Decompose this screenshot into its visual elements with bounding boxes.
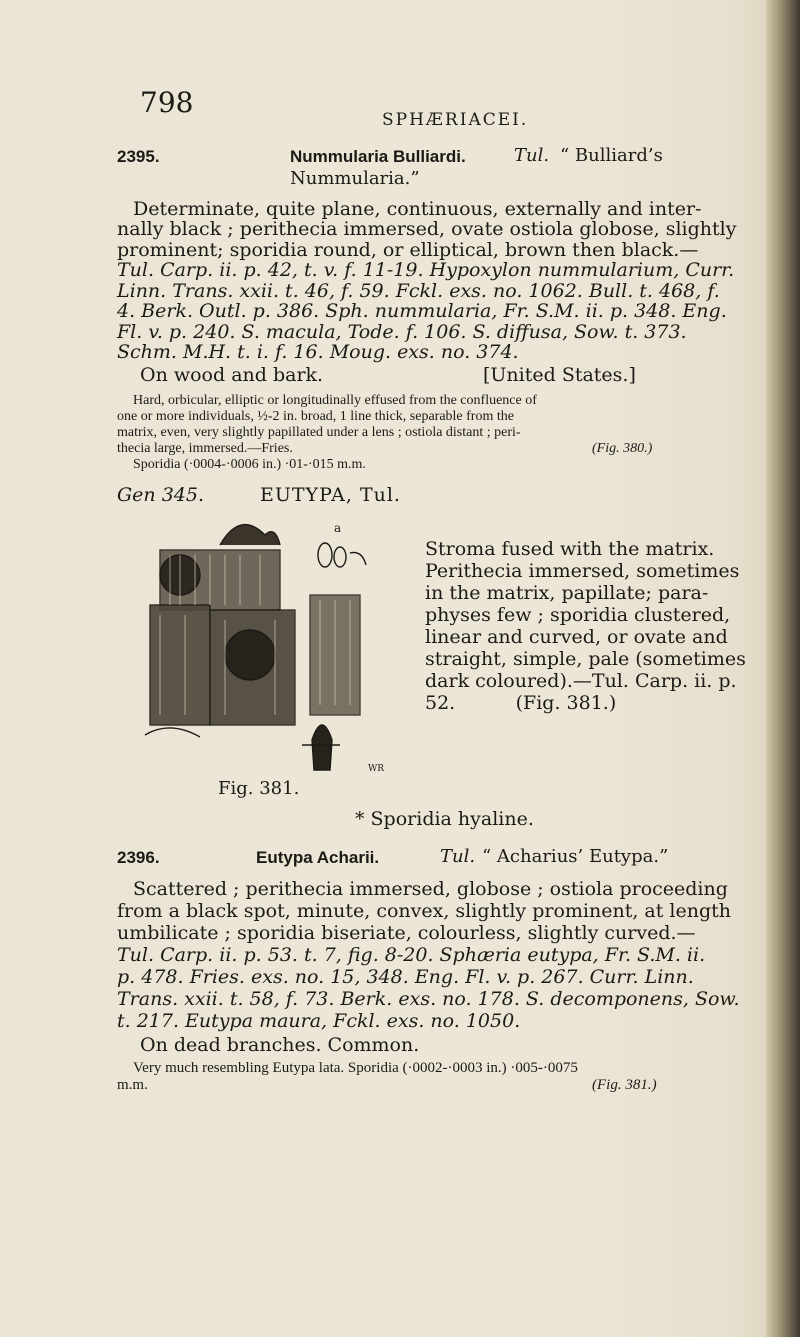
entry-2395-line-5: Linn. Trans. xxii. t. 46, f. 59. Fckl. exs. no. 1062. Bull. t. 468, f. xyxy=(117,280,720,302)
species-author-2396: Tul. xyxy=(440,846,476,867)
figure-stroma-cluster xyxy=(150,550,360,725)
species-name-2396: Eutypa Acharii. xyxy=(256,848,380,867)
entry-number-2396: 2396. xyxy=(117,848,160,867)
spore-bottom xyxy=(312,725,332,770)
note-2395-line-5: Sporidia (·0004-·0006 in.) ·01-·015 m.m. xyxy=(133,457,366,472)
genus-desc-line-1: Stroma fused with the matrix. xyxy=(425,538,715,560)
genus-desc-line-2: Perithecia immersed, sometimes xyxy=(425,560,740,582)
genus-name: EUTYPA, Tul. xyxy=(260,484,401,506)
entry-2395-line-4: Tul. Carp. ii. p. 42, t. v. f. 11-19. Hypoxylon nummularium, Curr. xyxy=(117,259,735,281)
entry-2396-line-2: from a black spot, minute, convex, slightly prominent, at length xyxy=(117,900,732,922)
entry-2396-line-7: t. 217. Eutypa maura, Fckl. exs. no. 1050. xyxy=(117,1010,521,1032)
figure-top-head xyxy=(220,525,280,545)
note-2396-line-2: m.m. xyxy=(117,1077,148,1093)
genus-desc-line-3: in the matrix, papillate; para- xyxy=(425,582,709,604)
running-head: SPHÆRIACEI. xyxy=(382,110,529,130)
page-number: 798 xyxy=(140,86,194,119)
common-name-2395-a: “ Bulliard’s xyxy=(560,145,663,166)
entry-2395-line-2: nally black ; perithecia immersed, ovate ostiola globose, slightly xyxy=(117,218,737,240)
genus-desc-line-6: straight, simple, pale (sometimes xyxy=(425,648,746,670)
genus-label: Gen 345. xyxy=(117,484,205,506)
note-2396-line-1: Very much resembling Eutypa lata. Sporidia (·0002-·0003 in.) ·005-·0075 xyxy=(133,1060,578,1076)
common-name-2395-b: Nummularia.” xyxy=(290,168,420,189)
note-2395-line-3: matrix, even, very slightly papillated under a lens ; ostiola distant ; peri- xyxy=(117,425,521,440)
figure-caption: Fig. 381. xyxy=(218,778,300,799)
figure-381-illustration xyxy=(140,505,412,775)
entry-number-2395: 2395. xyxy=(117,147,160,166)
entry-2396-line-1: Scattered ; perithecia immersed, globose ; ostiola proceeding xyxy=(133,878,728,900)
note-2395-line-4: thecia large, immersed.—Fries. xyxy=(117,441,293,456)
figure-label-wr: WR xyxy=(368,764,385,774)
entry-2395-line-8: Schm. M.H. t. i. f. 16. Moug. exs. no. 374. xyxy=(117,341,519,363)
spore-a xyxy=(318,543,332,567)
note-2396-fig: (Fig. 381.) xyxy=(592,1077,657,1093)
page-edge-shadow xyxy=(766,0,800,1337)
locality-2395: [United States.] xyxy=(483,364,636,386)
spore-c xyxy=(350,553,366,566)
entry-2396-line-4: Tul. Carp. ii. p. 53. t. 7, fig. 8-20. Sphæria eutypa, Fr. S.M. ii. xyxy=(117,944,706,966)
common-name-2396: “ Acharius’ Eutypa.” xyxy=(482,846,669,867)
entry-2395-line-6: 4. Berk. Outl. p. 386. Sph. nummularia, Fr. S.M. ii. p. 348. Eng. xyxy=(117,300,727,322)
entry-2395-line-7: Fl. v. p. 240. S. macula, Tode. f. 106. S. diffusa, Sow. t. 373. xyxy=(117,321,687,343)
figure-label-a: a xyxy=(334,521,342,535)
habitat-2396: On dead branches. Common. xyxy=(140,1034,420,1056)
entry-2396-line-5: p. 478. Fries. exs. no. 15, 348. Eng. Fl. v. p. 267. Curr. Linn. xyxy=(117,966,694,988)
genus-desc-line-8: 52. (Fig. 381.) xyxy=(425,692,617,714)
species-name-2395: Nummularia Bulliardi. xyxy=(290,147,466,166)
entry-2396-line-3: umbilicate ; sporidia biseriate, colourless, slightly curved.— xyxy=(117,922,696,944)
entry-2395-line-3: prominent; sporidia round, or elliptical, brown then black.— xyxy=(117,239,699,261)
habitat-2395: On wood and bark. xyxy=(140,364,324,386)
note-2395-line-1: Hard, orbicular, elliptic or longitudinally effused from the confluence of xyxy=(133,393,537,408)
genus-desc-line-4: physes few ; sporidia clustered, xyxy=(425,604,731,626)
species-author-2395: Tul. xyxy=(514,145,550,166)
entry-2395-line-1: Determinate, quite plane, continuous, externally and inter- xyxy=(133,198,702,220)
spore-b xyxy=(334,547,346,567)
genus-desc-line-5: linear and curved, or ovate and xyxy=(425,626,728,648)
entry-2396-line-6: Trans. xxii. t. 58, f. 73. Berk. exs. no. 178. S. decomponens, Sow. xyxy=(117,988,740,1010)
note-2395-line-2: one or more individuals, ½-2 in. broad, 1 line thick, separable from the xyxy=(117,409,514,424)
figure-base-left xyxy=(145,728,200,737)
note-2395-fig: (Fig. 380.) xyxy=(592,441,653,456)
genus-desc-line-7: dark coloured).—Tul. Carp. ii. p. xyxy=(425,670,737,692)
subsection-heading: * Sporidia hyaline. xyxy=(355,808,534,830)
